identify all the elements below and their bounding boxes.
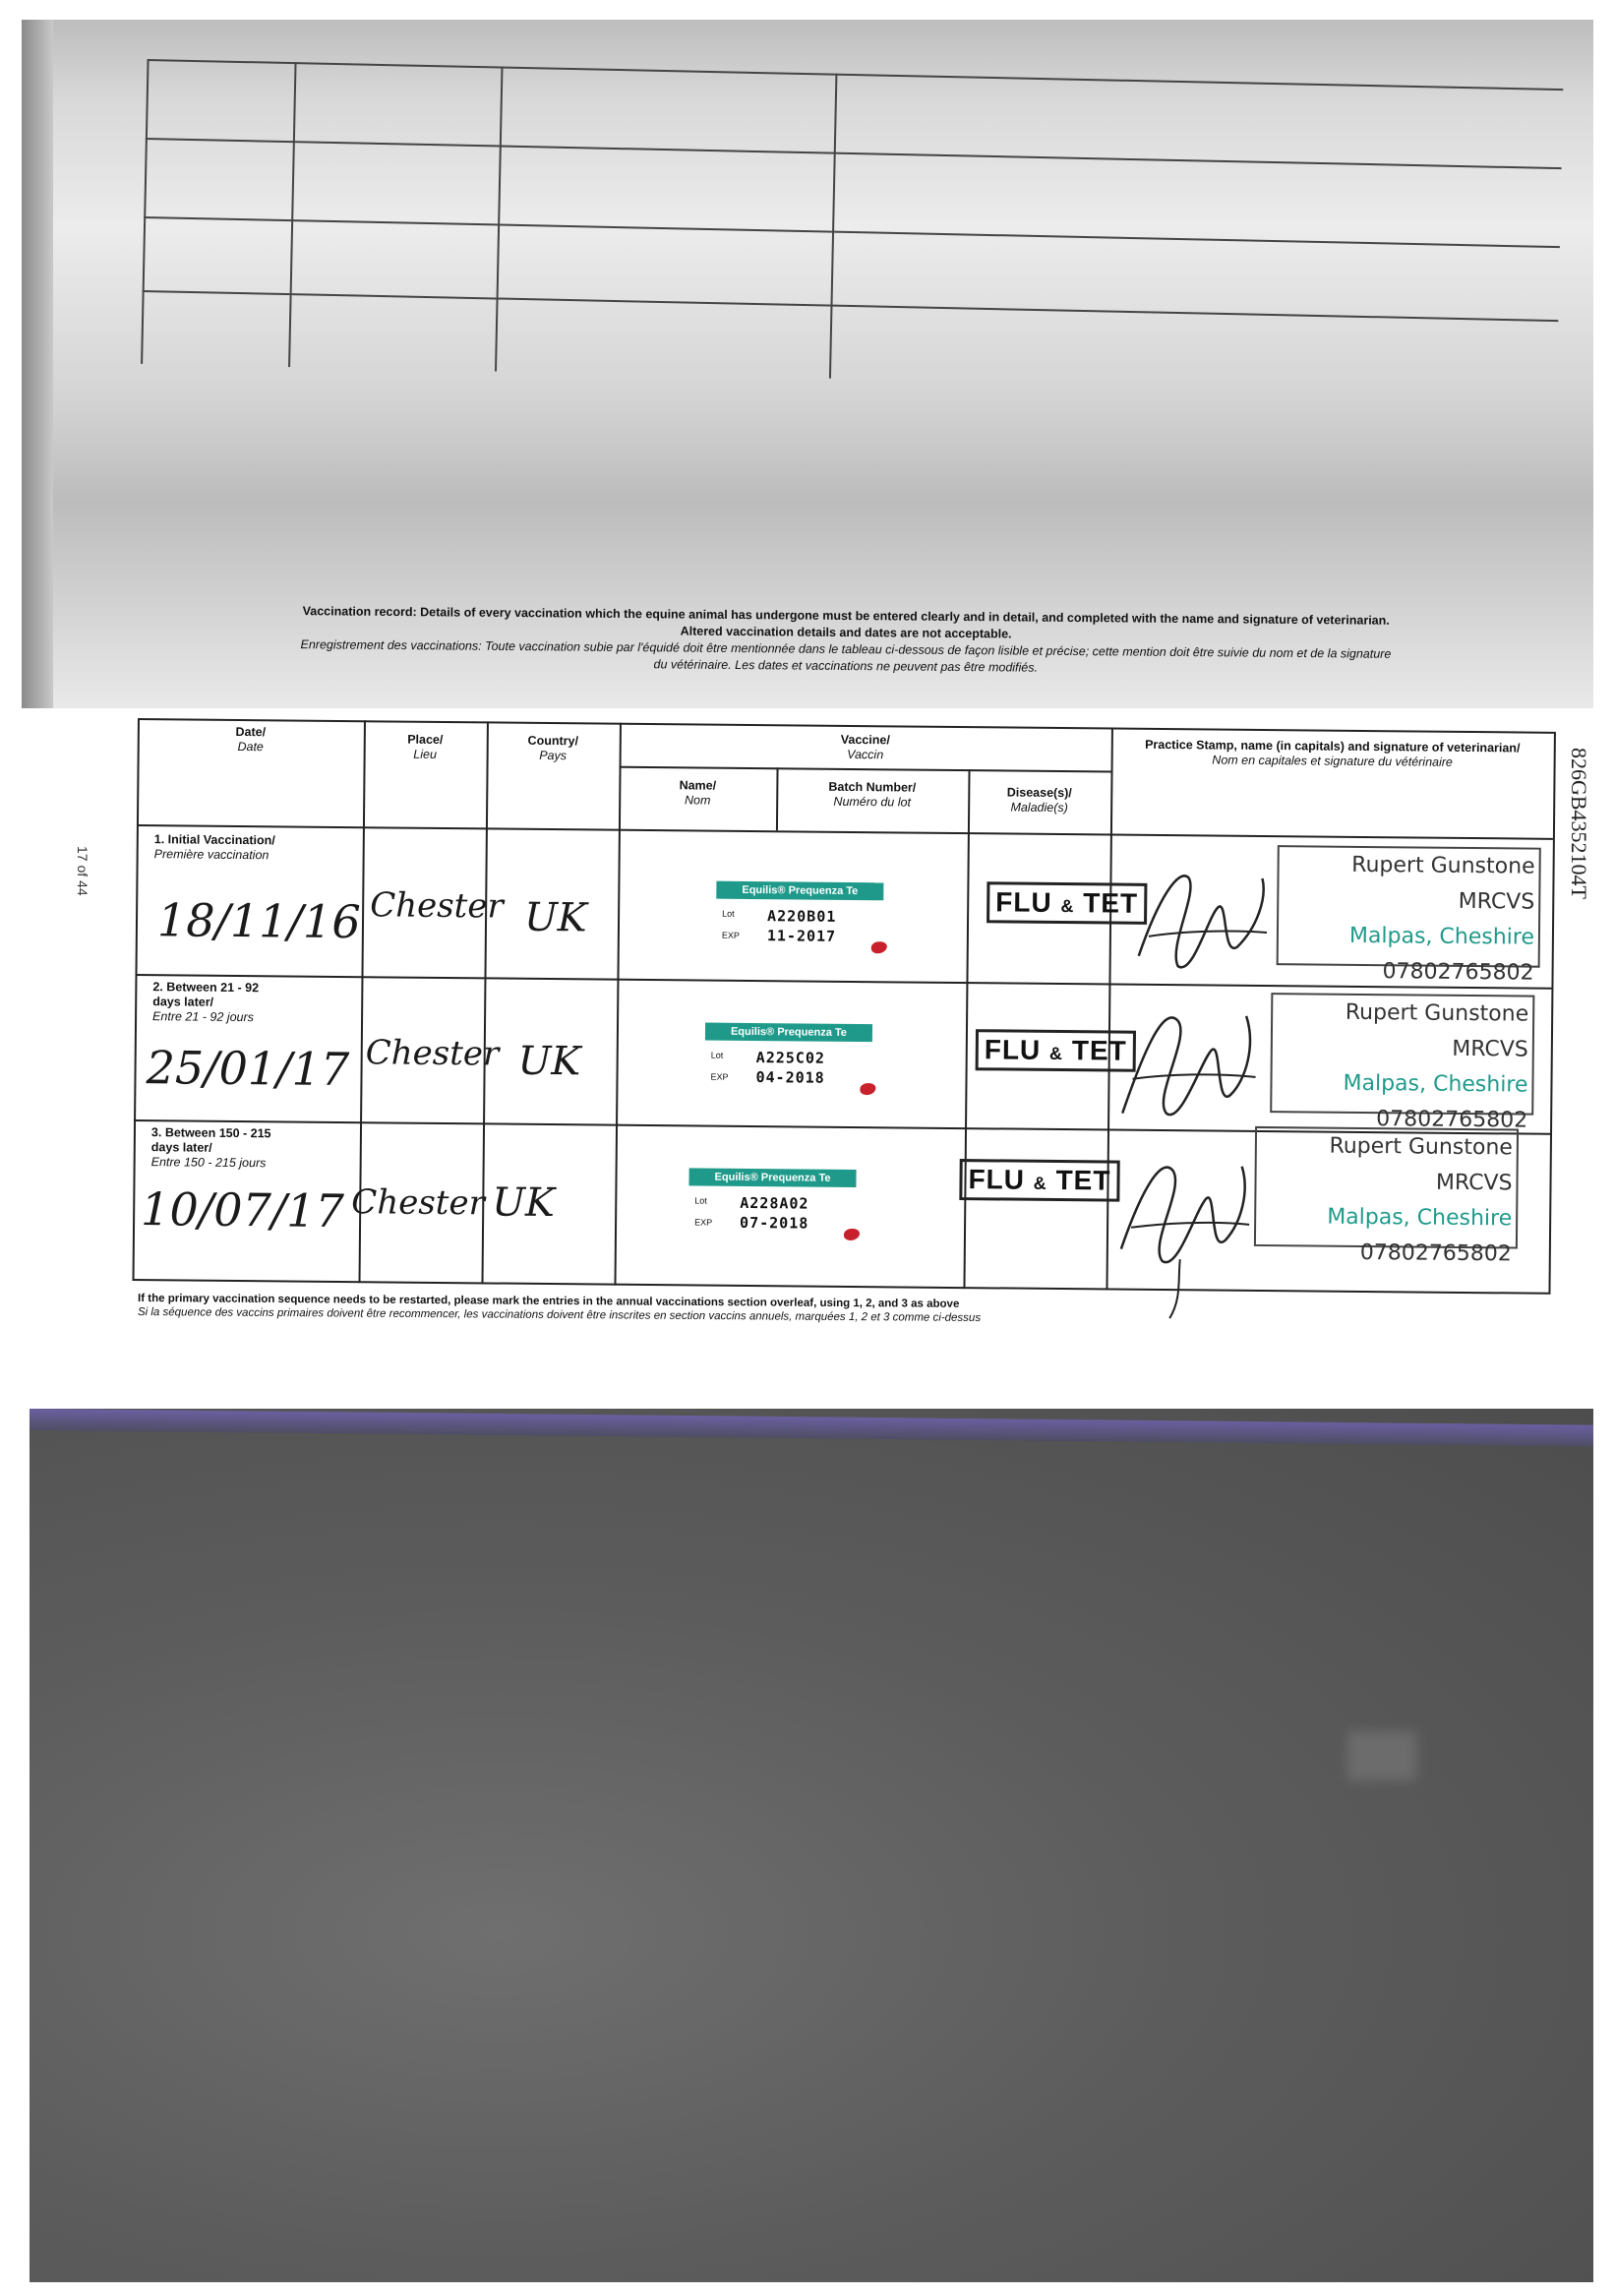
table-rule <box>620 766 1111 773</box>
vet-name: Rupert Gunstone MRCVS <box>1329 1133 1513 1196</box>
scan-smudge <box>1347 1731 1416 1781</box>
table-rule <box>963 769 970 1289</box>
vaccination-table <box>133 718 1554 1295</box>
header-text: Maladie(s) <box>1010 800 1068 816</box>
vaccine-sticker <box>716 881 894 978</box>
footnote-text: If the primary vaccination sequence needs to be restarted, please mark the entries in the annual vaccinations section overleaf, using 1, 2, and 3 as above <box>138 1293 960 1310</box>
table-rule <box>133 718 140 1281</box>
vaccine-name: Equilis® Prequenza Te <box>705 1023 872 1043</box>
table-rule <box>133 1279 1549 1295</box>
header-text: Lieu <box>413 747 438 761</box>
page-counter: 17 of 44 <box>75 846 90 896</box>
row-label-text: days later/ <box>152 995 214 1009</box>
header-text: Name/ <box>679 778 717 793</box>
disease-text: TET <box>1071 1035 1127 1066</box>
vet-phone: 07802765802 <box>1376 1107 1528 1133</box>
expiry-date: 07-2018 <box>740 1213 809 1233</box>
disease-text: FLU <box>968 1164 1026 1195</box>
expiry-date: 11-2017 <box>766 927 837 945</box>
passport-number: 826GB4352104T <box>1567 748 1591 899</box>
vet-town: Malpas, Cheshire <box>1327 1204 1513 1232</box>
scan-edge-shadow <box>22 20 53 708</box>
disease-text: & <box>1048 1043 1064 1064</box>
practice-stamp <box>1254 1126 1519 1267</box>
vet-signature <box>1107 985 1276 1134</box>
batch-number: A225C02 <box>755 1049 826 1067</box>
red-mark <box>860 1083 875 1095</box>
row-label-text: 2. Between 21 - 92 <box>152 980 260 996</box>
row-label-text: Entre 21 - 92 jours <box>152 1009 254 1025</box>
practice-stamp <box>1270 993 1534 1133</box>
disease-text: TET <box>1055 1164 1111 1196</box>
row-label-text: Première vaccination <box>153 847 269 863</box>
header-date <box>138 724 364 755</box>
header-vaccine-name <box>619 778 776 810</box>
vaccine-name: Equilis® Prequenza Te <box>688 1168 856 1187</box>
header-practice-stamp <box>1111 738 1554 771</box>
vaccination-country: UK <box>517 1038 581 1085</box>
disease-text: & <box>1060 896 1075 917</box>
vet-town: Malpas, Cheshire <box>1348 923 1535 950</box>
header-text: Place/ <box>407 732 444 747</box>
table-rule <box>288 62 296 367</box>
vet-phone: 07802765802 <box>1359 1239 1512 1267</box>
expiry-marker: EXP <box>710 1071 729 1082</box>
header-place <box>364 732 487 762</box>
red-mark <box>871 941 887 953</box>
row-label-initial <box>154 832 275 863</box>
header-country <box>487 733 620 763</box>
expiry-date: 04-2018 <box>755 1068 825 1087</box>
vet-name: Rupert Gunstone MRCVS <box>1351 852 1535 915</box>
vet-signature <box>1118 838 1286 988</box>
header-text: Disease(s)/ <box>1006 785 1072 801</box>
disease-stamp <box>959 1159 1119 1202</box>
row-label-second <box>152 980 259 1025</box>
header-vaccine <box>620 731 1111 765</box>
vaccine-sticker <box>704 1023 882 1119</box>
vaccination-instructions <box>148 602 1545 681</box>
table-rule <box>829 74 837 379</box>
footnote-text: Si la séquence des vaccins primaires doivent être recommencer, les vaccinations doivent être inscrites en section vaccins annuels, marquées 1, 2 et 3 comme ci-dessus <box>137 1306 982 1324</box>
scan-background-bottom <box>30 1409 1593 2282</box>
row-label-text: Entre 150 - 215 jours <box>150 1155 267 1171</box>
header-text: Date/ <box>235 724 267 740</box>
header-text: Country/ <box>527 733 579 749</box>
vaccine-name: Equilis® Prequenza Te <box>716 881 883 901</box>
table-rule <box>144 216 1560 248</box>
vaccination-date: 25/01/17 <box>146 1041 350 1097</box>
vaccine-sticker <box>688 1168 867 1264</box>
vet-town: Malpas, Cheshire <box>1343 1070 1528 1098</box>
red-mark <box>844 1229 860 1240</box>
row-label-third <box>151 1125 271 1171</box>
header-text: Vaccine/ <box>840 732 890 748</box>
batch-number: A220B01 <box>767 907 837 926</box>
practice-stamp <box>1277 845 1541 986</box>
table-rule <box>1548 732 1555 1295</box>
vaccination-country: UK <box>523 894 587 941</box>
header-disease <box>968 785 1110 816</box>
table-rule <box>137 824 1553 840</box>
vaccination-place: Chester <box>351 1182 486 1224</box>
vaccination-date: 18/11/16 <box>156 893 361 949</box>
instruction-line: Altered vaccination details and dates are not acceptable. <box>680 624 1012 641</box>
disease-text: & <box>1033 1173 1047 1193</box>
table-rule <box>495 67 503 372</box>
vaccination-place: Chester <box>365 1033 500 1074</box>
header-text: Pays <box>539 748 568 763</box>
disease-text: FLU <box>984 1034 1042 1065</box>
disease-text: FLU <box>995 886 1052 918</box>
row-label-text: 1. Initial Vaccination/ <box>153 832 275 848</box>
header-text: Nom <box>684 793 711 808</box>
expiry-marker: EXP <box>721 930 740 940</box>
table-rule <box>146 138 1562 169</box>
disease-text: TET <box>1083 887 1139 919</box>
header-text: Vaccin <box>847 747 884 762</box>
vet-phone: 07802765802 <box>1382 959 1534 986</box>
table-rule <box>143 290 1559 322</box>
vet-signature <box>1101 1130 1270 1329</box>
header-text: Batch Number/ <box>828 779 917 795</box>
previous-page-table <box>141 39 1564 393</box>
vet-name: Rupert Gunstone MRCVS <box>1345 999 1529 1062</box>
vaccination-country: UK <box>492 1179 556 1227</box>
lot-marker: Lot <box>722 908 735 919</box>
header-text: Date <box>237 739 264 755</box>
expiry-marker: EXP <box>694 1217 713 1228</box>
vaccination-date: 10/07/17 <box>140 1182 345 1239</box>
header-text: Practice Stamp, name (in capitals) and signature of veterinarian/ <box>1145 737 1521 755</box>
lot-marker: Lot <box>694 1195 707 1206</box>
table-rule <box>148 59 1564 91</box>
header-batch-number <box>776 779 968 811</box>
lot-marker: Lot <box>710 1050 724 1060</box>
primary-sequence-footnote <box>138 1292 981 1325</box>
instruction-line: du vétérinaire. Les dates et vaccinations ne peuvent pas être modifiés. <box>653 657 1039 675</box>
instruction-line: Vaccination record: Details of every vaccination which the equine animal has undergone must be entered clearly and in detail, and completed with the name and signature of veterinarian. <box>302 604 1390 628</box>
row-label-text: 3. Between 150 - 215 <box>150 1125 271 1141</box>
header-text: Numéro du lot <box>833 794 912 810</box>
header-text: Nom en capitales et signature du vétérinaire <box>1212 753 1453 769</box>
instruction-line: Enregistrement des vaccinations: Toute vaccination subie par l'équidé doit être mentionnée dans le tableau ci-dessous de façon lisible et précise; cette mention doit être suivie du nom et de la signature <box>300 637 1392 661</box>
vaccination-place: Chester <box>369 885 504 927</box>
batch-number: A228A02 <box>740 1193 809 1213</box>
row-label-text: days later/ <box>150 1140 212 1155</box>
